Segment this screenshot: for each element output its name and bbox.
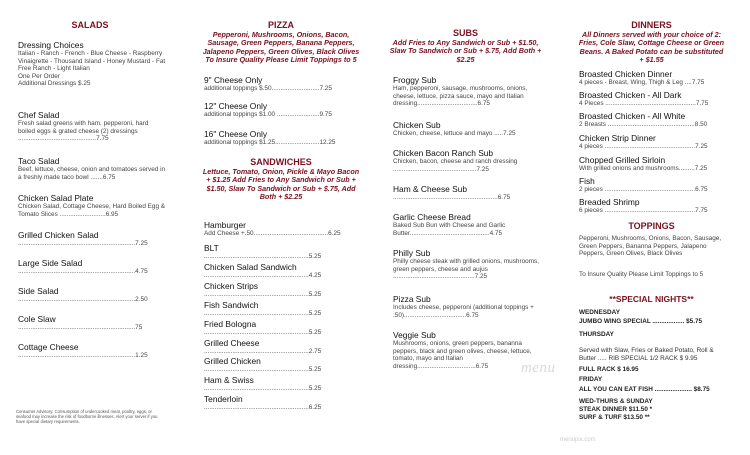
item-desc: 4 pieces - Breast, Wing, Thigh & Leg ....7.75 [579,79,705,86]
subs-header: SUBS [452,28,478,38]
item-name: Tenderloin [204,394,243,404]
item-name: Froggy Sub [393,75,437,85]
special-line: WEDNESDAY [579,309,620,316]
item-name: Broasted Chicken - All White [579,111,686,121]
item-name: 16" Cheese Only [204,129,268,139]
menu-item [18,193,166,218]
item-desc: ..................................................................75 [18,324,143,331]
menu-item [18,230,166,248]
item-name: Ham & Cheese Sub [393,184,468,194]
menu-item [393,248,542,281]
item-name: Cole Slaw [18,314,56,324]
watermark-url: menupix.com [560,437,596,443]
menu-item [204,129,362,147]
menu-item [579,69,726,87]
menu-item [204,243,362,261]
item-desc: additional toppings $1.25.........................12.25 [204,139,336,146]
item-name: Fish [579,176,595,186]
menu-item [18,258,166,276]
item-desc: ...........................................................4.25 [204,272,322,279]
dressing-name: Dressing Choices [18,40,84,50]
item-desc: 2 Breasts .................................................8.50 [579,121,708,128]
menu-item [204,375,362,393]
item-name: Side Salad [18,286,59,296]
item-desc: Chicken Salad, Cottage Cheese, Hard Boiled Egg & Tomato Slices ..........................6.95 [18,203,166,218]
toppings-list [579,235,726,258]
item-name: Hamburger [204,220,246,230]
item-desc: additional toppings $1.00 ........................9.75 [204,111,332,118]
menu-item [204,319,362,337]
item-name: Garlic Cheese Bread [393,212,471,222]
menu-item [579,111,726,129]
item-desc: Philly cheese steak with grilled onions, mushrooms, green peppers, cheese and aujus ..............................................7.25 [393,258,539,281]
item-desc: ..................................................................4.75 [18,268,148,275]
menu-item [579,155,726,173]
menu-item [393,184,542,202]
item-desc: ..................................................................1.25 [18,352,148,359]
item-name: Philly Sub [393,248,431,258]
item-name: Ham & Swiss [204,375,254,385]
item-desc: ...........................................................5.25 [204,291,322,298]
special-line: WED-THURS & SUNDAY [579,398,653,405]
menu-item [18,156,166,181]
item-desc: additional toppings $.50...........................7.25 [204,85,332,92]
dressing-desc: Italian - Ranch - French - Blue Cheese - Raspberry Vinaigrette - Thousand Island - Honey Mustard - Fat Free Ranch - Light Italian [18,50,166,73]
item-name: Cottage Cheese [18,342,79,352]
dressing-choices [18,40,166,88]
menu-item [204,101,362,119]
item-desc: Beef, lettuce, cheese, onion and tomatoes served in a freshly made taco bowl .......6.75 [18,166,166,181]
item-name: Grilled Chicken Salad [18,230,99,240]
special-line: THURSDAY [579,331,614,338]
item-name: Chicken Sub [393,120,441,130]
item-name: Chicken Strips [204,281,258,291]
item-name: 9" Cheese Only [204,75,263,85]
toppings-note [579,271,726,279]
item-desc: ...........................................................5.25 [204,310,322,317]
menu-item [579,197,726,215]
special-line: JUMBO WING SPECIAL .................. $5.75 [579,318,703,325]
menu-item [204,394,362,412]
item-name: Chef Salad [18,110,60,120]
item-name: Breaded Shrimp [579,197,640,207]
special-nights-header: **SPECIAL NIGHTS** [609,294,694,304]
item-desc: Chicken, cheese, lettuce and mayo .....7.25 [393,130,516,137]
menu-item [393,75,542,108]
item-desc: 2 pieces ...................................................6.75 [579,186,708,193]
item-desc: ...........................................................5.25 [204,329,322,336]
item-desc: ..................................................................2.50 [18,296,148,303]
special-line: SURF & TURF $13.50 ** [579,414,650,421]
special-line: STEAK DINNER $11.50 * [579,406,653,413]
menu-item [393,212,542,237]
menu-item [393,294,542,319]
menu-item [393,330,542,370]
menu-item [204,300,362,318]
item-name: 12" Cheese Only [204,101,268,111]
special-line: Served with Slaw, Fries or Baked Potato, Roll & Butter ..... RIB SPECIAL 1/2 RACK $ 9.95 [579,347,714,362]
item-desc: 6 pieces ...................................................7.75 [579,207,708,214]
menu-item [579,90,726,108]
item-name: Grilled Chicken [204,356,261,366]
menu-item [579,176,726,194]
menu-item [204,338,362,356]
dinners-header: DINNERS [631,20,672,30]
menu-item [204,220,362,238]
menu-item [204,75,362,93]
toppings-header: TOPPINGS [628,221,675,231]
item-name: Chicken Salad Plate [18,193,94,203]
item-desc: Baked Sub Bun with Cheese and Garlic Butter.............................................4.75 [393,222,506,237]
special-line: ALL YOU CAN EAT FISH ..................... $8.75 [579,386,710,393]
item-name: Grilled Cheese [204,338,260,348]
menu-item [18,342,166,360]
item-name: Chicken Salad Sandwich [204,262,297,272]
item-name: Fried Bologna [204,319,257,329]
item-name: Pizza Sub [393,294,431,304]
item-desc: 4 Pieces ...................................................7.75 [579,100,709,107]
menu-item [204,356,362,374]
item-name: Chopped Grilled Sirloin [579,155,666,165]
item-desc: ...........................................................2.75 [204,348,322,355]
item-name: Large Side Salad [18,258,83,268]
item-name: BLT [204,243,219,253]
item-desc: ..................................................................7.25 [18,240,148,247]
item-desc: ...........................................................5.25 [204,366,322,373]
item-desc: With grilled onions and mushrooms.........7.25 [579,165,708,172]
menu-item [18,314,166,332]
item-desc: ...........................................................6.25 [204,404,322,411]
item-name: Veggie Sub [393,330,436,340]
dressing-additional: Additional Dressings $.25 [18,80,91,88]
special-line: FRIDAY [579,376,603,383]
item-name: Chicken Bacon Ranch Sub [393,148,494,158]
menu-item [393,148,542,173]
salads-header: SALADS [71,20,109,30]
item-desc: ...........................................................6.75 [393,194,511,201]
item-desc: Fresh salad greens with ham, pepperoni, hard boiled eggs & grated cheese (2) dressings ............................................7.75 [18,120,149,143]
item-desc: Add Cheese +.50..........................................6.25 [204,230,341,237]
menu-item [204,262,362,280]
dressing-one-per-order: One Per Order [18,72,60,80]
item-desc: ...........................................................5.25 [204,385,322,392]
toppings-note-text: To Insure Quality Please Limit Toppings to 5 [579,271,704,278]
item-name: Broasted Chicken - All Dark [579,90,682,100]
menu-item [579,133,726,151]
pizza-subtitle: Pepperoni, Mushrooms, Onions, Bacon, Sausage, Green Peppers, Banana Peppers, Jalapeno Peppers, Green Olives, Black Olives To Insure Quality Please Limit Toppings to 5 [202,30,360,65]
item-name: Broasted Chicken Dinner [579,69,673,79]
item-desc: Chicken, bacon, cheese and ranch dressing ...............................................7.25 [393,158,518,173]
menu-item [204,281,362,299]
item-desc: ...........................................................5.25 [204,253,322,260]
subs-subtitle: Add Fries to Any Sandwich or Sub + $1.50, Slaw To Sandwich or Sub + $.75, Add Both + $2.25 [389,38,542,64]
menu-item [393,120,542,138]
item-desc: Mushrooms, onions, green peppers, bananna peppers, black and green olives, cheese, lettuce, tomato, mayo and Italian dressing.................................6.75 [393,340,532,370]
item-desc: Ham, pepperoni, sausage, mushrooms, onions, cheese, lettuce, pizza sauce, mayo and Italian dressing..................................6.75 [393,85,528,108]
dinners-subtitle: All Dinners served with your choice of 2: Fries, Cole Slaw, Cottage Cheese or Green Beans. A Baked Potato can be substituted + $1.55 [578,30,725,65]
menu-item [18,286,166,304]
toppings-list-text: Pepperoni, Mushrooms, Onions, Bacon, Sausage, Green Peppers, Bananna Peppers, Jalapeno Peppers, Green Olives, Black Olives [579,235,722,258]
sandwiches-header: SANDWICHES [250,157,312,167]
special-line: FULL RACK $ 16.95 [579,366,639,373]
pizza-header: PIZZA [268,20,294,30]
watermark: menu [521,360,556,376]
menu-item [18,110,166,143]
item-desc: Includes cheese, pepperoni (additional toppings + .50)...................................6.75 [393,304,534,319]
item-name: Chicken Strip Dinner [579,133,656,143]
item-desc: 4 pieces ...................................................7.25 [579,143,708,150]
sandwiches-subtitle: Lettuce, Tomato, Onion, Pickle & Mayo Bacon + $1.25 Add Fries to Any Sandwich or Sub + $1.50, Slaw To Sandwich or Sub + $.75, Add Both + $2.25 [202,167,360,202]
item-name: Fish Sandwich [204,300,259,310]
item-name: Taco Salad [18,156,60,166]
consumer-advisory: Consumer Advisory: Consumption of undercooked meat, poultry, eggs, or seafood may increase the risk of foodborne illnesses. Alert your server if you have special dietary requirements. [16,409,158,425]
